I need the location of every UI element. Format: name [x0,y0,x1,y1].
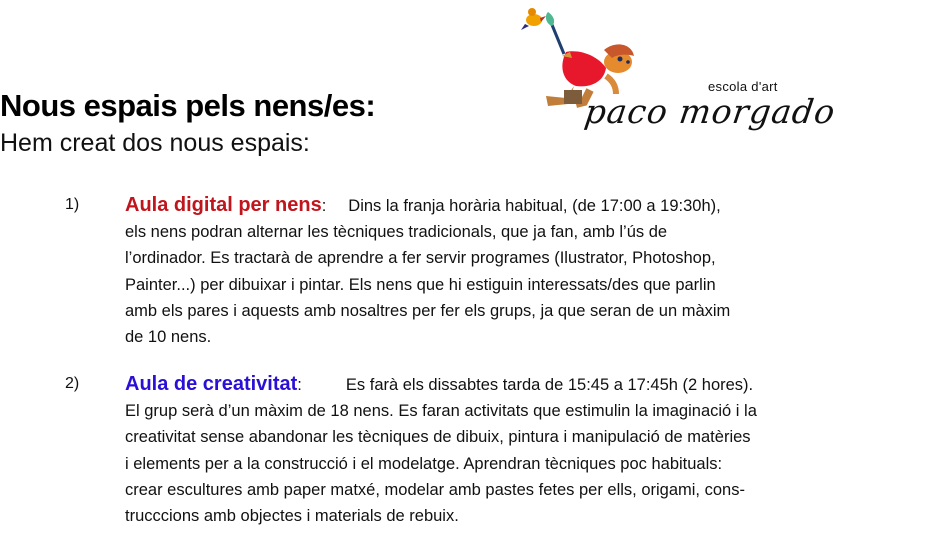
heading-colon: : [297,376,302,394]
section-paragraph [125,192,885,350]
paragraph-line-first [125,192,885,219]
section-heading: Aula digital per nens [125,194,322,216]
bird-icon [521,8,546,30]
paragraph-line: Dins la franja horària habitual, (de 17:00 a 19:30h), [348,197,721,215]
paragraph-line: trucccions amb objectes i materials de rebuix. [125,507,459,526]
paragraph-line: crear escultures amb paper matxé, modelar amb pastes fetes per ells, origami, cons- [125,480,745,499]
paintbrush-icon [546,12,564,54]
section-number: 1) [65,196,80,213]
paragraph-line: de 10 nens. [125,328,212,347]
page-subtitle: Hem creat dos nous espais: [0,129,310,157]
paragraph-line: amb els pares i aquests amb nosaltres per fer els grups, ja que seran de un màxim [125,301,731,320]
page-title: Nous espais pels nens/es: [0,88,376,123]
paragraph-line: i elements per a la construcció i el modelatge. Aprendran tècniques poc habituals: [125,454,723,473]
section-number: 2) [65,375,80,392]
paragraph-line: Es farà els dissabtes tarda de 15:45 a 17:45h (2 hores). [345,376,754,394]
section-heading: Aula de creativitat [125,373,298,395]
paragraph-line-first [125,371,885,398]
paragraph-line: El grup serà d’un màxim de 18 nens. Es faran activitats que estimulin la imaginació i la [125,402,757,421]
dog-painter-illustration [520,4,840,154]
heading-colon: : [321,197,327,215]
paragraph-line: Painter...) per dibuixar i pintar. Els nens que hi estiguin interessats/des que parlin [125,275,716,294]
section-paragraph [125,371,885,529]
logo-signature: paco morgado [582,92,839,131]
paragraph-line: l’ordinador. Es tractarà de aprendre a fer servir programes (Ilustrator, Photoshop, [125,249,716,268]
logo-school-label: escola d'art [708,79,778,94]
paragraph-line: creativitat sense abandonar les tècniques de dibuix, pintura i manipulació de matèries [125,428,751,447]
paragraph-line: els nens podran alternar les tècniques tradicionals, que ja fan, amb l’ús de [125,223,668,242]
